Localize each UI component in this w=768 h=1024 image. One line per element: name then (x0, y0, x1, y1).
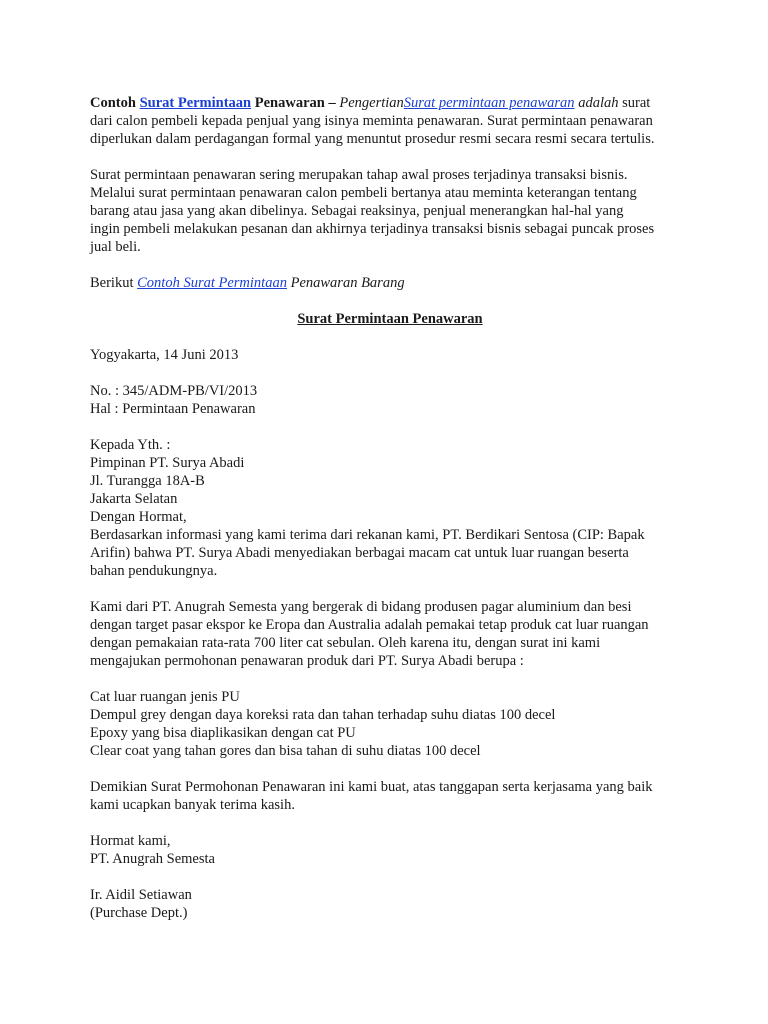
intro-bold-text: Contoh (90, 95, 140, 111)
body-line: mengajukan permohonan penawaran produk dari PT. Surya Abadi berupa : (90, 653, 524, 669)
body-line: bahan pendukungnya. (90, 563, 218, 579)
letter-subject: Hal : Permintaan Penawaran (90, 401, 256, 417)
body-line: Arifin) bahwa PT. Surya Abadi menyediakan berbagai macam cat untuk luar ruangan beserta (90, 545, 629, 561)
body-line: dengan target pasar ekspor ke Eropa dan Australia adalah pemakai tetap produk cat luar ruangan (90, 617, 649, 633)
letter-number: No. : 345/ADM-PB/VI/2013 (90, 383, 258, 399)
link-surat-permintaan-penawaran[interactable]: Surat permintaan penawaran (403, 95, 575, 111)
intro-line: dari calon pembeli kepada penjual yang isinya meminta penawaran. Surat permintaan penawaran (90, 113, 653, 129)
product-item: Dempul grey dengan daya koreksi rata dan tahan terhadap suhu diatas 100 decel (90, 707, 556, 723)
signer-name: Ir. Aidil Setiawan (90, 887, 192, 903)
salutation: Dengan Hormat, (90, 509, 187, 525)
intro-italic-text: Penawaran Barang (286, 275, 405, 291)
intro-italic-text: Pengertian (339, 95, 404, 111)
intro-italic-text-2: adalah (574, 95, 619, 111)
intro-paragraph-2 (90, 166, 690, 256)
link-surat-permintaan[interactable]: Surat Permintaan (139, 95, 252, 111)
product-item: Clear coat yang tahan gores dan bisa tahan di suhu diatas 100 decel (90, 743, 481, 759)
link-contoh-surat-permintaan[interactable]: Contoh Surat Permintaan (137, 275, 287, 291)
intro-line: diperlukan dalam perdagangan formal yang menuntut prosedur resmi secara resmi secara tertulis. (90, 131, 655, 147)
intro-line: Melalui surat permintaan penawaran calon pembeli bertanya atau meminta keterangan tentang (90, 185, 637, 201)
intro-text: Berikut (90, 275, 138, 291)
sender-company: PT. Anugrah Semesta (90, 851, 215, 867)
body-line: Kami dari PT. Anugrah Semesta yang bergerak di bidang produsen pagar aluminium dan besi (90, 599, 632, 615)
addressee-line: Jakarta Selatan (90, 491, 178, 507)
intro-line: ingin pembeli melakukan pesanan dan akhirnya terjadinya transaksi bisnis sebagai puncak proses (90, 221, 655, 237)
closing-line: kami ucapkan banyak terima kasih. (90, 797, 295, 813)
product-item: Cat luar ruangan jenis PU (90, 689, 240, 705)
intro-paragraph-1 (90, 94, 690, 148)
intro-line: jual beli. (90, 239, 141, 255)
body-line: Berdasarkan informasi yang kami terima dari rekanan kami, PT. Berdikari Sentosa (CIP: Bapak (90, 527, 645, 543)
intro-line: barang atau jasa yang akan dibelinya. Sebagai reaksinya, penjual menerangkan hal-hal yang (90, 203, 624, 219)
intro-line: Surat permintaan penawaran sering merupakan tahap awal proses terjadinya transaksi bisnis. (90, 167, 628, 183)
letter-place-date: Yogyakarta, 14 Juni 2013 (90, 347, 239, 363)
addressee-line: Jl. Turangga 18A-B (90, 473, 205, 489)
regards-line: Hormat kami, (90, 833, 171, 849)
addressee-line: Kepada Yth. : (90, 437, 171, 453)
document-content (90, 94, 690, 922)
intro-text: surat (618, 95, 651, 111)
intro-bold-text-2: Penawaran – (251, 95, 340, 111)
addressee-line: Pimpinan PT. Surya Abadi (90, 455, 245, 471)
intro-paragraph-3 (90, 274, 690, 292)
closing-line: Demikian Surat Permohonan Penawaran ini kami buat, atas tanggapan serta kerjasama yang baik (90, 779, 653, 795)
letter-title: Surat Permintaan Penawaran (297, 311, 483, 327)
body-line: dengan pemakaian rata-rata 700 liter cat sebulan. Oleh karena itu, dengan surat ini kami (90, 635, 601, 651)
product-item: Epoxy yang bisa diaplikasikan dengan cat PU (90, 725, 356, 741)
signer-department: (Purchase Dept.) (90, 905, 188, 921)
